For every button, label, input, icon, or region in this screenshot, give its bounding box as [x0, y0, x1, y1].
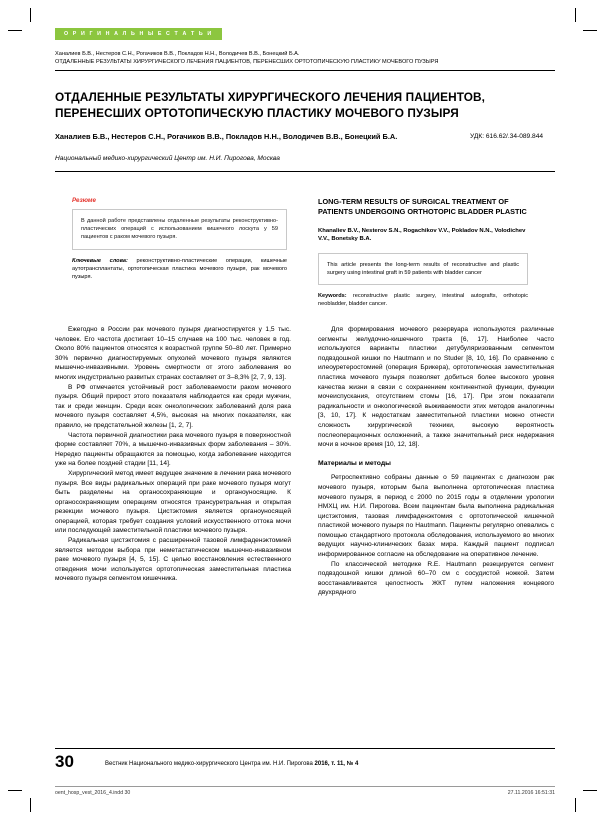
paragraph: По классической методике R.E. Hautmann резецируется сегмент подвздошной кишки длиной 60–70 см с сосудистой ножкой. Затем восстанавливается целостность ЖКТ путем наложения концевого двухрядного	[318, 560, 554, 597]
print-file-note: oent_hosp_vest_2016_4.indd 30	[55, 790, 131, 796]
print-divider	[55, 786, 555, 787]
section-ribbon-label: О Р И Г И Н А Л Ь Н Ы Е С Т А Т Ь И	[64, 31, 213, 37]
journal-issue: 2016, т. 11, № 4	[314, 761, 359, 767]
crop-mark-tr-v	[575, 8, 576, 22]
abstract-russian	[72, 197, 287, 281]
crop-mark-bl-v	[30, 798, 31, 812]
abstract-ru-keywords-value: реконструктивно-пластические операции, кишечные аутотрансплантаты, ортотопическая пластика мочевого пузыря, рак мочевого пузыря.	[72, 257, 287, 281]
section-heading-materials: Материалы и методы	[318, 459, 391, 467]
crop-mark-bl-h	[8, 790, 22, 791]
crop-mark-tl-v	[30, 8, 31, 22]
footer-divider	[55, 748, 555, 749]
abstract-english	[318, 197, 528, 308]
journal-name: Вестник Национального медико-хирургического Центра им. Н.И. Пирогова	[105, 761, 315, 767]
header-divider	[55, 70, 555, 71]
paragraph: Для формирования мочевого резервуара используются различные сегменты желудочно-кишечного тракта [6, 17]. Наиболее часто используются варианты пластики детубуляризованным сегментом подвздошной кишки по Hautmann и по Studer [8, 10, 16]. По сравнению с илеоуретеростомией (операция Брикера), ортотопическая заместительная пластика мочевого пузыря позволяет добиться более высокого уровня качества жизни в связи с сохранением континентной функции, функции мочеиспускания, отсутствием стомы [16, 17]. При этом показатели радикальности и онкологической выживаемости этих методов аналогичны [3, 10, 17]. К недостаткам заместительной пластики можно отнести сложность хирургической техники, высокую вероятность послеоперационных осложнений, а также значительный риск недержания мочи в ночное время [10, 12, 18].	[318, 326, 554, 449]
paragraph: Хирургический метод имеет ведущее значение в лечении рака мочевого пузыря. Все виды радикальных операций при раке мочевого пузыря могут быть разделены на органосохраняющие и органоуносящие. К органосохраняющим операциям относятся трансуретральная и открытая резекции мочевого пузыря. Цистэктомия является органоуносящей операцией, которая требует создания условий искусственного оттока мочи или последующей заместительной пластики мочевого пузыря.	[55, 469, 291, 535]
running-head-authors: Ханалиев Б.В., Нестеров С.Н., Рогачиков В.В., Покладов Н.Н., Володичев В.В., Бонецкий Б.А.	[55, 51, 300, 57]
udk-code: УДК: 616.62/.34-089.844	[470, 133, 544, 140]
abstract-en-authors: Khanaliev B.V., Nesterov S.N., Rogachikov V.V., Pokladov N.N., Volodichev V.V., Bonetsky B.A.	[318, 227, 526, 243]
abstract-ru-text: В данной работе представлены отдаленные результаты реконструктивно-пластических операций с использованием кишечного лоскута у 59 пациентов с раком мочевого пузыря.	[72, 209, 287, 250]
section-ribbon	[55, 28, 222, 40]
crop-mark-tl-h	[8, 30, 22, 31]
crop-mark-br-v	[575, 798, 576, 812]
abstract-en-keywords	[318, 292, 528, 308]
page-number: 30	[55, 752, 74, 771]
author-byline: Ханалиев Б.В., Нестеров С.Н., Рогачиков В.В., Покладов Н.Н., Володичев В.В., Бонецкий Б.А.	[55, 132, 398, 141]
abstract-ru-keywords	[72, 257, 287, 282]
print-timestamp: 27.11.2016 16:51:31	[507, 790, 555, 796]
affiliation: Национальный медико-хирургический Центр им. Н.И. Пирогова, Москва	[55, 155, 280, 162]
running-head	[55, 50, 555, 66]
abstract-ru-keywords-label: Ключевые слова:	[72, 257, 128, 264]
abstract-en-title: LONG-TERM RESULTS OF SURGICAL TREATMENT OF PATIENTS UNDERGOING ORTHOTOPIC BLADDER PLASTIC	[318, 197, 527, 217]
paragraph: В РФ отмечается устойчивый рост заболеваемости раком мочевого пузыря. Общий прирост этого показателя наблюдается как среди мужчин, так и среди женщин. Среди всех онкологических заболеваний доля рака мочевого пузыря составляет 4,5%, высокая на многих показателях, как правило, не предстательной железы [1, 2, 7].	[55, 383, 291, 429]
crop-mark-tr-h	[583, 30, 597, 31]
paragraph: Частота первичной диагностики рака мочевого пузыря в поверхностной форме составляет 70%, а мышечно-инвазивных форм заболевания – 30%. Нередко пациенты обращаются за помощью, когда заболевание находится уже на более поздней стадии [11, 14].	[55, 431, 291, 468]
body-column-left	[55, 325, 291, 584]
abstract-en-keywords-label: Keywords:	[318, 293, 347, 300]
running-head-title: ОТДАЛЕННЫЕ РЕЗУЛЬТАТЫ ХИРУРГИЧЕСКОГО ЛЕЧЕНИЯ ПАЦИЕНТОВ, ПЕРЕНЕСШИХ ОРТОТОПИЧЕСКУЮ ПЛАСТИКУ МОЧЕВОГО ПУЗЫРЯ	[55, 59, 439, 65]
crop-mark-br-h	[583, 790, 597, 791]
abstract-en-text: This article presents the long-term results of reconstructive and plastic surgery using intestinal graft in 59 patients with bladder cancer	[318, 253, 528, 285]
abstract-en-keywords-value: reconstructive plastic surgery, intestinal autografts, orthotopic neobladder, bladder cancer.	[318, 293, 528, 308]
paragraph: Радикальная цистэктомия с расширенной тазовой лимфаденэктомией является методом выбора при неметастатическом мышечно-инвазивном раке мочевого пузыря [4, 5, 15]. С целью восстановления естественного отведения мочи используется ортотопическая заместительная пластика мочевого пузыря сегментом кишечника.	[55, 537, 291, 583]
abstract-ru-label: Резюме	[72, 197, 96, 204]
journal-citation	[105, 761, 358, 767]
body-column-right	[318, 325, 554, 598]
title-divider	[55, 171, 555, 172]
paragraph: Ежегодно в России рак мочевого пузыря диагностируется у 1,5 тыс. человек. Его частота достигает 10–15 случаев на 100 тыс. человек в год. Около 80% пациентов относятся к возрастной группе 50–80 лет. Примерно 30% первично диагностируемых опухолей мочевого пузыря являются мышечно-инвазивными. Уровень смертности от этого заболевания во многих индустриально развитых странах составляет от 3–8,3% [2, 7, 9, 13].	[55, 326, 291, 381]
page-title: ОТДАЛЕННЫЕ РЕЗУЛЬТАТЫ ХИРУРГИЧЕСКОГО ЛЕЧЕНИЯ ПАЦИЕНТОВ, ПЕРЕНЕСШИХ ОРТОТОПИЧЕСКУЮ ПЛАСТИКУ МОЧЕВОГО ПУЗЫРЯ	[55, 90, 485, 120]
paragraph: Ретроспективно собраны данные о 59 пациентах с диагнозом рак мочевого пузыря, которым была выполнена ортотопическая пластика мочевого пузыря, в период с 2000 по 2015 годы в отделении урологии НМХЦ им. Н.И. Пирогова. Всем пациентам была выполнена радикальная цистэктомия, тазовая лимфаденэктомия с ортотопической кишечной пластикой мочевого пузыря по Hautmann. Пациенты регулярно опевались с помощью стандартного протокола обследования, используемого во многих ведущих научно-клинических базах мира. Каждый пациент подписал информированное согласие на обследование на оперативное лечение.	[318, 474, 554, 559]
